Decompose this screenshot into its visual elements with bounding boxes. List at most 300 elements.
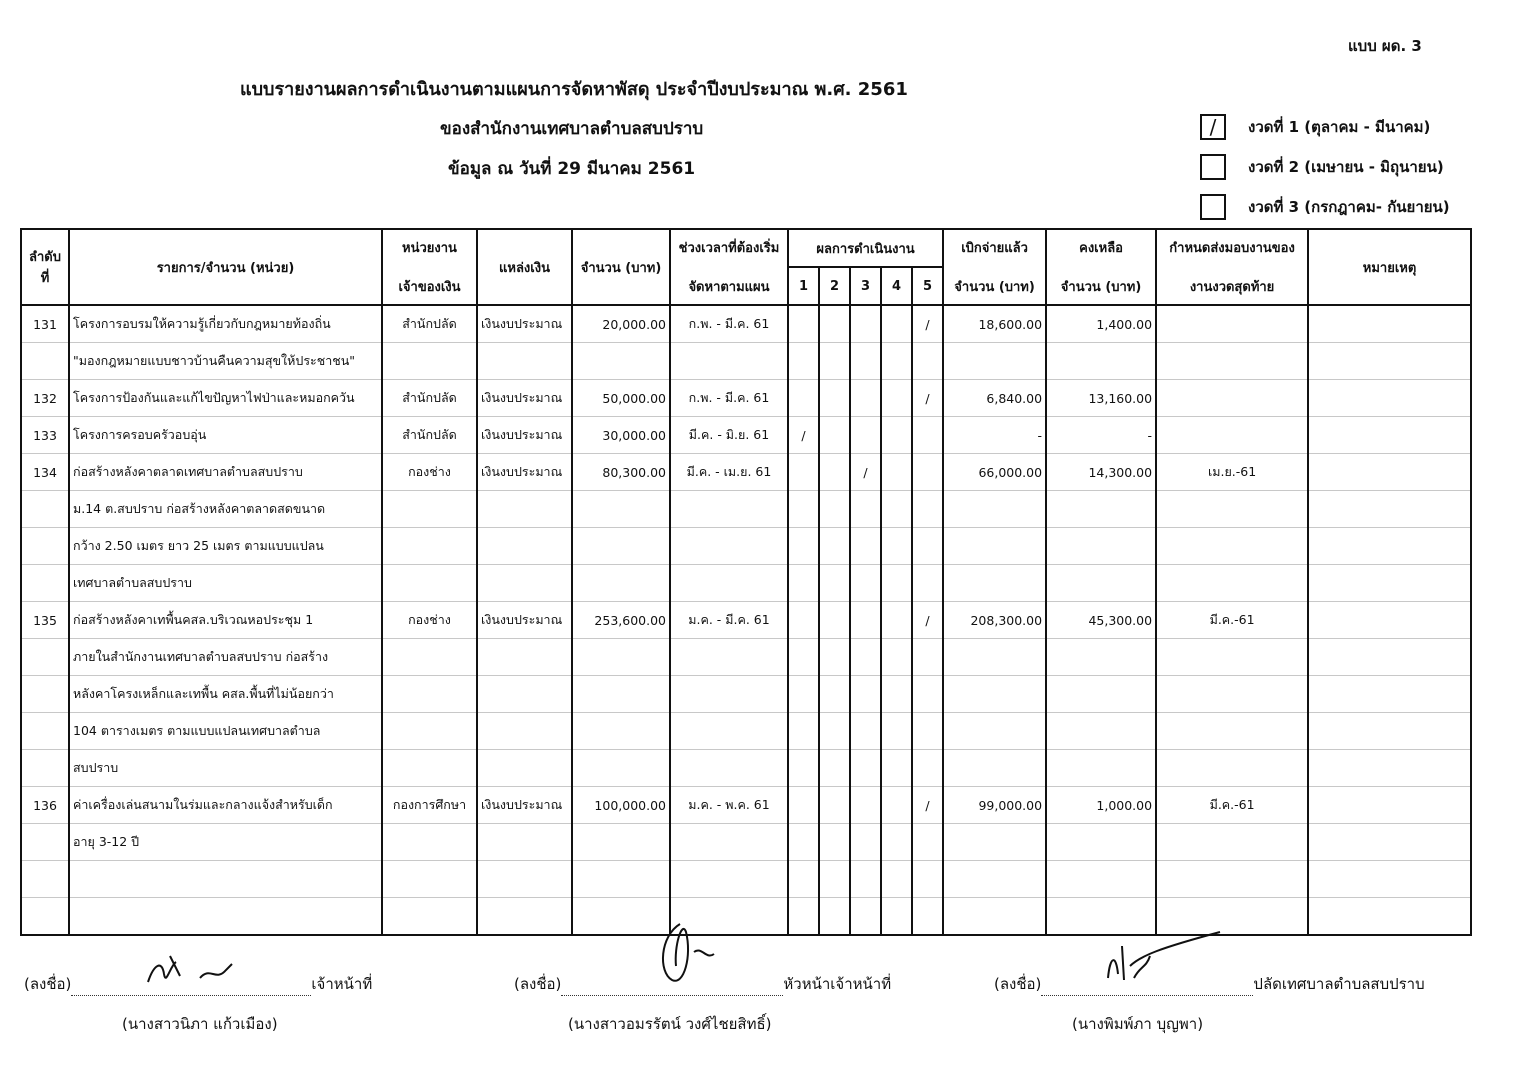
cell-step-5	[912, 454, 943, 491]
cell-item: หลังคาโครงเหล็กและเทพื้น คสล.พื้นที่ไม่น้อยกว่า	[69, 676, 382, 713]
cell-note	[1308, 343, 1471, 380]
cell-step-3	[850, 565, 881, 602]
cell-step-2	[819, 305, 850, 343]
cell-amount	[572, 861, 670, 898]
cell-remain: 14,300.00	[1046, 454, 1156, 491]
cell-step-3	[850, 602, 881, 639]
signature-prefix-1: (ลงชื่อ)	[24, 975, 72, 993]
cell-paid	[943, 639, 1046, 676]
cell-step-5	[912, 750, 943, 787]
cell-step-3	[850, 417, 881, 454]
cell-step-4	[881, 639, 912, 676]
cell-step-3	[850, 861, 881, 898]
col-header-paid-line1: เบิกจ่ายแล้ว	[961, 241, 1028, 256]
cell-deliver: มี.ค.-61	[1156, 602, 1308, 639]
table-row	[21, 639, 1471, 676]
cell-step-5	[912, 713, 943, 750]
cell-period	[670, 639, 788, 676]
cell-step-3: /	[850, 454, 881, 491]
table-row	[21, 898, 1471, 936]
table-row	[21, 417, 1471, 454]
cell-no: 132	[21, 380, 69, 417]
table-body	[21, 305, 1471, 935]
cell-paid	[943, 861, 1046, 898]
cell-period	[670, 565, 788, 602]
cell-item: โครงการอบรมให้ความรู้เกี่ยวกับกฎหมายท้องถิ่น	[69, 305, 382, 343]
cell-note	[1308, 602, 1471, 639]
cell-no	[21, 750, 69, 787]
cell-no: 135	[21, 602, 69, 639]
cell-item: โครงการป้องกันและแก้ไขปัญหาไฟป่าและหมอกควัน	[69, 380, 382, 417]
cell-unit	[382, 676, 477, 713]
cell-unit: กองช่าง	[382, 454, 477, 491]
cell-note	[1308, 787, 1471, 824]
cell-source: เงินงบประมาณ	[477, 602, 572, 639]
cell-remain	[1046, 861, 1156, 898]
col-header-remain-line1: คงเหลือ	[1079, 241, 1123, 256]
cell-paid: 6,840.00	[943, 380, 1046, 417]
cell-step-2	[819, 676, 850, 713]
cell-deliver	[1156, 343, 1308, 380]
cell-step-3	[850, 491, 881, 528]
cell-step-4	[881, 528, 912, 565]
cell-paid: 18,600.00	[943, 305, 1046, 343]
cell-source	[477, 491, 572, 528]
cell-step-1	[788, 380, 819, 417]
cell-period: ก.พ. - มี.ค. 61	[670, 380, 788, 417]
cell-note	[1308, 676, 1471, 713]
table-row	[21, 787, 1471, 824]
cell-step-5	[912, 565, 943, 602]
cell-amount	[572, 565, 670, 602]
cell-step-1	[788, 602, 819, 639]
cell-amount	[572, 676, 670, 713]
cell-no	[21, 491, 69, 528]
table-header	[21, 229, 1471, 305]
cell-step-3	[850, 750, 881, 787]
cell-step-1	[788, 454, 819, 491]
cell-note	[1308, 454, 1471, 491]
col-header-period-line2: จัดหาตามแผน	[688, 280, 770, 295]
cell-step-3	[850, 343, 881, 380]
cell-no: 131	[21, 305, 69, 343]
cell-note	[1308, 417, 1471, 454]
cell-no	[21, 639, 69, 676]
col-header-step-2: 2	[819, 267, 850, 305]
cell-note	[1308, 565, 1471, 602]
cell-item: ก่อสร้างหลังคาตลาดเทศบาลตำบลสบปราบ	[69, 454, 382, 491]
cell-step-1	[788, 787, 819, 824]
signature-title-2: หัวหน้าเจ้าหน้าที่	[783, 975, 892, 993]
cell-item: "มองกฎหมายแบบชาวบ้านคืนความสุขให้ประชาชน"	[69, 343, 382, 380]
form-code: แบบ ผด. 3	[1348, 37, 1422, 55]
cell-step-5	[912, 898, 943, 936]
cell-no	[21, 528, 69, 565]
cell-note	[1308, 491, 1471, 528]
cell-step-4	[881, 824, 912, 861]
cell-step-5: /	[912, 305, 943, 343]
cell-step-3	[850, 787, 881, 824]
cell-step-5: /	[912, 602, 943, 639]
cell-step-5: /	[912, 380, 943, 417]
as-of-date: ข้อมูล ณ วันที่ 29 มีนาคม 2561	[448, 159, 696, 179]
cell-note	[1308, 713, 1471, 750]
cell-step-2	[819, 639, 850, 676]
cell-period: ก.พ. - มี.ค. 61	[670, 305, 788, 343]
cell-step-4	[881, 380, 912, 417]
cell-source	[477, 528, 572, 565]
cell-step-3	[850, 824, 881, 861]
cell-step-3	[850, 898, 881, 936]
cell-remain	[1046, 565, 1156, 602]
table-row	[21, 528, 1471, 565]
cell-period: ม.ค. - มี.ค. 61	[670, 602, 788, 639]
cell-source	[477, 639, 572, 676]
cell-item: ค่าเครื่องเล่นสนามในร่มและกลางแจ้งสำหรับเด็ก	[69, 787, 382, 824]
cell-step-4	[881, 750, 912, 787]
cell-deliver	[1156, 824, 1308, 861]
period-label-1: งวดที่ 1 (ตุลาคม - มีนาคม)	[1248, 118, 1431, 136]
cell-step-4	[881, 417, 912, 454]
cell-unit	[382, 824, 477, 861]
cell-note	[1308, 305, 1471, 343]
col-header-remain	[1046, 229, 1156, 305]
cell-step-5	[912, 861, 943, 898]
cell-remain: 1,000.00	[1046, 787, 1156, 824]
signatory-name-2: (นางสาวอมรรัตน์ วงศ์ไชยสิทธิ์)	[568, 1015, 772, 1033]
cell-period: มี.ค. - มิ.ย. 61	[670, 417, 788, 454]
period-option-2	[1200, 150, 1444, 184]
cell-amount: 30,000.00	[572, 417, 670, 454]
table-row	[21, 380, 1471, 417]
cell-item: กว้าง 2.50 เมตร ยาว 25 เมตร ตามแบบแปลน	[69, 528, 382, 565]
cell-step-5	[912, 676, 943, 713]
cell-step-1	[788, 528, 819, 565]
cell-item: ภายในสำนักงานเทศบาลตำบลสบปราบ ก่อสร้าง	[69, 639, 382, 676]
col-header-deliver-line2: งานงวดสุดท้าย	[1189, 280, 1275, 295]
cell-amount: 80,300.00	[572, 454, 670, 491]
col-header-step-4: 4	[881, 267, 912, 305]
cell-step-2	[819, 861, 850, 898]
cell-step-3	[850, 713, 881, 750]
cell-step-2	[819, 565, 850, 602]
cell-step-2	[819, 824, 850, 861]
cell-remain: 13,160.00	[1046, 380, 1156, 417]
cell-paid	[943, 750, 1046, 787]
cell-no	[21, 861, 69, 898]
organization-name: ของสำนักงานเทศบาลตำบลสบปราบ	[440, 119, 704, 139]
cell-period	[670, 861, 788, 898]
cell-unit	[382, 898, 477, 936]
cell-paid: -	[943, 417, 1046, 454]
cell-step-4	[881, 305, 912, 343]
cell-step-4	[881, 602, 912, 639]
cell-step-2	[819, 787, 850, 824]
cell-period	[670, 676, 788, 713]
cell-deliver	[1156, 639, 1308, 676]
cell-paid	[943, 528, 1046, 565]
cell-paid	[943, 676, 1046, 713]
cell-amount	[572, 639, 670, 676]
signature-prefix-3: (ลงชื่อ)	[994, 975, 1042, 993]
cell-step-2	[819, 713, 850, 750]
col-header-result: ผลการดำเนินงาน	[788, 229, 943, 267]
cell-step-2	[819, 380, 850, 417]
cell-deliver	[1156, 750, 1308, 787]
cell-step-1	[788, 491, 819, 528]
cell-unit	[382, 491, 477, 528]
cell-source: เงินงบประมาณ	[477, 787, 572, 824]
cell-step-5	[912, 343, 943, 380]
cell-remain	[1046, 528, 1156, 565]
cell-step-3	[850, 639, 881, 676]
col-header-deliver-line1: กำหนดส่งมอบงานของ	[1169, 241, 1295, 256]
cell-step-2	[819, 491, 850, 528]
col-header-item: รายการ/จำนวน (หน่วย)	[69, 229, 382, 305]
table-row	[21, 343, 1471, 380]
cell-unit: สำนักปลัด	[382, 380, 477, 417]
cell-no	[21, 343, 69, 380]
cell-no	[21, 565, 69, 602]
cell-step-1	[788, 639, 819, 676]
cell-amount	[572, 750, 670, 787]
report-title: แบบรายงานผลการดำเนินงานตามแผนการจัดหาพัสดุ ประจำปีงบประมาณ พ.ศ. 2561	[240, 79, 908, 100]
cell-period	[670, 343, 788, 380]
table-row	[21, 750, 1471, 787]
handwritten-signature-2	[650, 916, 730, 988]
cell-unit: สำนักปลัด	[382, 417, 477, 454]
signature-title-3: ปลัดเทศบาลตำบลสบปราบ	[1253, 975, 1425, 993]
handwritten-signature-3	[1100, 926, 1230, 986]
cell-amount: 253,600.00	[572, 602, 670, 639]
cell-amount	[572, 491, 670, 528]
cell-remain: -	[1046, 417, 1156, 454]
cell-note	[1308, 898, 1471, 936]
col-header-paid-line2: จำนวน (บาท)	[954, 280, 1035, 295]
cell-item: ม.14 ต.สบปราบ ก่อสร้างหลังคาตลาดสดขนาด	[69, 491, 382, 528]
col-header-amount: จำนวน (บาท)	[572, 229, 670, 305]
col-header-period	[670, 229, 788, 305]
cell-step-2	[819, 417, 850, 454]
cell-remain	[1046, 491, 1156, 528]
cell-unit	[382, 861, 477, 898]
signature-prefix-2: (ลงชื่อ)	[514, 975, 562, 993]
cell-paid	[943, 713, 1046, 750]
cell-source	[477, 898, 572, 936]
procurement-table	[20, 228, 1472, 936]
cell-paid	[943, 343, 1046, 380]
cell-no: 133	[21, 417, 69, 454]
cell-item: อายุ 3-12 ปี	[69, 824, 382, 861]
cell-amount	[572, 824, 670, 861]
col-header-remain-line2: จำนวน (บาท)	[1060, 280, 1142, 295]
cell-step-1	[788, 305, 819, 343]
table-row	[21, 713, 1471, 750]
table-row	[21, 824, 1471, 861]
table-row	[21, 602, 1471, 639]
cell-step-3	[850, 528, 881, 565]
cell-amount: 50,000.00	[572, 380, 670, 417]
table-row	[21, 565, 1471, 602]
col-header-no	[21, 229, 69, 305]
cell-step-2	[819, 898, 850, 936]
cell-note	[1308, 639, 1471, 676]
cell-note	[1308, 380, 1471, 417]
cell-remain: 1,400.00	[1046, 305, 1156, 343]
col-header-paid	[943, 229, 1046, 305]
period-checkbox-1[interactable]: /	[1200, 114, 1226, 140]
cell-step-5: /	[912, 787, 943, 824]
cell-paid: 66,000.00	[943, 454, 1046, 491]
period-option-3	[1200, 190, 1450, 224]
cell-step-5	[912, 528, 943, 565]
cell-deliver	[1156, 676, 1308, 713]
cell-deliver: มี.ค.-61	[1156, 787, 1308, 824]
table-row	[21, 491, 1471, 528]
cell-source	[477, 750, 572, 787]
cell-paid	[943, 491, 1046, 528]
cell-remain	[1046, 343, 1156, 380]
cell-source	[477, 565, 572, 602]
cell-note	[1308, 861, 1471, 898]
cell-note	[1308, 750, 1471, 787]
cell-deliver	[1156, 565, 1308, 602]
cell-source	[477, 861, 572, 898]
cell-amount	[572, 528, 670, 565]
cell-item: 104 ตารางเมตร ตามแบบแปลนเทศบาลตำบล	[69, 713, 382, 750]
handwritten-signature-1	[140, 952, 250, 992]
col-header-note: หมายเหตุ	[1308, 229, 1471, 305]
cell-paid	[943, 824, 1046, 861]
cell-no: 134	[21, 454, 69, 491]
cell-source	[477, 676, 572, 713]
cell-period: ม.ค. - พ.ค. 61	[670, 787, 788, 824]
cell-deliver	[1156, 305, 1308, 343]
cell-deliver	[1156, 417, 1308, 454]
cell-source	[477, 713, 572, 750]
cell-step-5	[912, 639, 943, 676]
cell-source: เงินงบประมาณ	[477, 380, 572, 417]
cell-unit: สำนักปลัด	[382, 305, 477, 343]
cell-remain	[1046, 824, 1156, 861]
cell-step-1	[788, 898, 819, 936]
cell-item: สบปราบ	[69, 750, 382, 787]
cell-source	[477, 824, 572, 861]
cell-period: มี.ค. - เม.ย. 61	[670, 454, 788, 491]
signatory-name-1: (นางสาวนิภา แก้วเมือง)	[122, 1015, 278, 1033]
cell-step-2	[819, 343, 850, 380]
col-header-no-line1: ลำดับ	[29, 250, 61, 265]
cell-step-3	[850, 676, 881, 713]
cell-source: เงินงบประมาณ	[477, 305, 572, 343]
cell-step-2	[819, 528, 850, 565]
cell-unit	[382, 713, 477, 750]
cell-no	[21, 898, 69, 936]
cell-step-1	[788, 565, 819, 602]
cell-item	[69, 861, 382, 898]
table-row	[21, 676, 1471, 713]
cell-amount: 20,000.00	[572, 305, 670, 343]
cell-step-4	[881, 898, 912, 936]
cell-paid	[943, 565, 1046, 602]
cell-remain	[1046, 750, 1156, 787]
cell-step-1	[788, 676, 819, 713]
cell-step-4	[881, 454, 912, 491]
cell-unit: กองการศึกษา	[382, 787, 477, 824]
cell-step-2	[819, 750, 850, 787]
cell-unit	[382, 343, 477, 380]
cell-paid: 208,300.00	[943, 602, 1046, 639]
cell-no	[21, 824, 69, 861]
signatory-name-3: (นางพิมพ์ภา บุญพา)	[1072, 1015, 1204, 1033]
signature-title-1: เจ้าหน้าที่	[311, 975, 373, 993]
cell-item: ก่อสร้างหลังคาเทพื้นคสล.บริเวณหอประชุม 1	[69, 602, 382, 639]
cell-note	[1308, 824, 1471, 861]
col-header-source: แหล่งเงิน	[477, 229, 572, 305]
cell-step-5	[912, 824, 943, 861]
cell-step-1	[788, 713, 819, 750]
cell-step-5	[912, 417, 943, 454]
cell-source	[477, 343, 572, 380]
cell-step-1	[788, 861, 819, 898]
period-label-2: งวดที่ 2 (เมษายน - มิถุนายน)	[1248, 158, 1444, 176]
cell-period	[670, 528, 788, 565]
col-header-unit	[382, 229, 477, 305]
col-header-unit-line2: เจ้าของเงิน	[398, 280, 461, 295]
cell-no	[21, 713, 69, 750]
cell-unit	[382, 639, 477, 676]
cell-deliver	[1156, 861, 1308, 898]
cell-paid: 99,000.00	[943, 787, 1046, 824]
cell-deliver	[1156, 491, 1308, 528]
cell-remain	[1046, 676, 1156, 713]
cell-deliver: เม.ย.-61	[1156, 454, 1308, 491]
col-header-step-3: 3	[850, 267, 881, 305]
cell-paid	[943, 898, 1046, 936]
cell-amount: 100,000.00	[572, 787, 670, 824]
period-checkbox-3[interactable]	[1200, 194, 1226, 220]
cell-step-2	[819, 602, 850, 639]
cell-deliver	[1156, 713, 1308, 750]
period-checkbox-2[interactable]	[1200, 154, 1226, 180]
cell-item: โครงการครอบครัวอบอุ่น	[69, 417, 382, 454]
cell-deliver	[1156, 380, 1308, 417]
cell-amount	[572, 343, 670, 380]
cell-period	[670, 824, 788, 861]
cell-unit	[382, 565, 477, 602]
cell-step-3	[850, 380, 881, 417]
cell-step-4	[881, 676, 912, 713]
cell-source: เงินงบประมาณ	[477, 417, 572, 454]
cell-step-4	[881, 491, 912, 528]
col-header-unit-line1: หน่วยงาน	[402, 241, 457, 256]
cell-step-4	[881, 343, 912, 380]
col-header-deliver	[1156, 229, 1308, 305]
cell-note	[1308, 528, 1471, 565]
cell-step-2	[819, 454, 850, 491]
cell-step-4	[881, 713, 912, 750]
cell-unit	[382, 528, 477, 565]
cell-step-1	[788, 343, 819, 380]
col-header-step-5: 5	[912, 267, 943, 305]
cell-remain	[1046, 639, 1156, 676]
cell-no: 136	[21, 787, 69, 824]
cell-unit	[382, 750, 477, 787]
cell-step-1	[788, 824, 819, 861]
cell-no	[21, 676, 69, 713]
cell-remain	[1046, 713, 1156, 750]
period-label-3: งวดที่ 3 (กรกฎาคม- กันยายน)	[1248, 198, 1450, 216]
